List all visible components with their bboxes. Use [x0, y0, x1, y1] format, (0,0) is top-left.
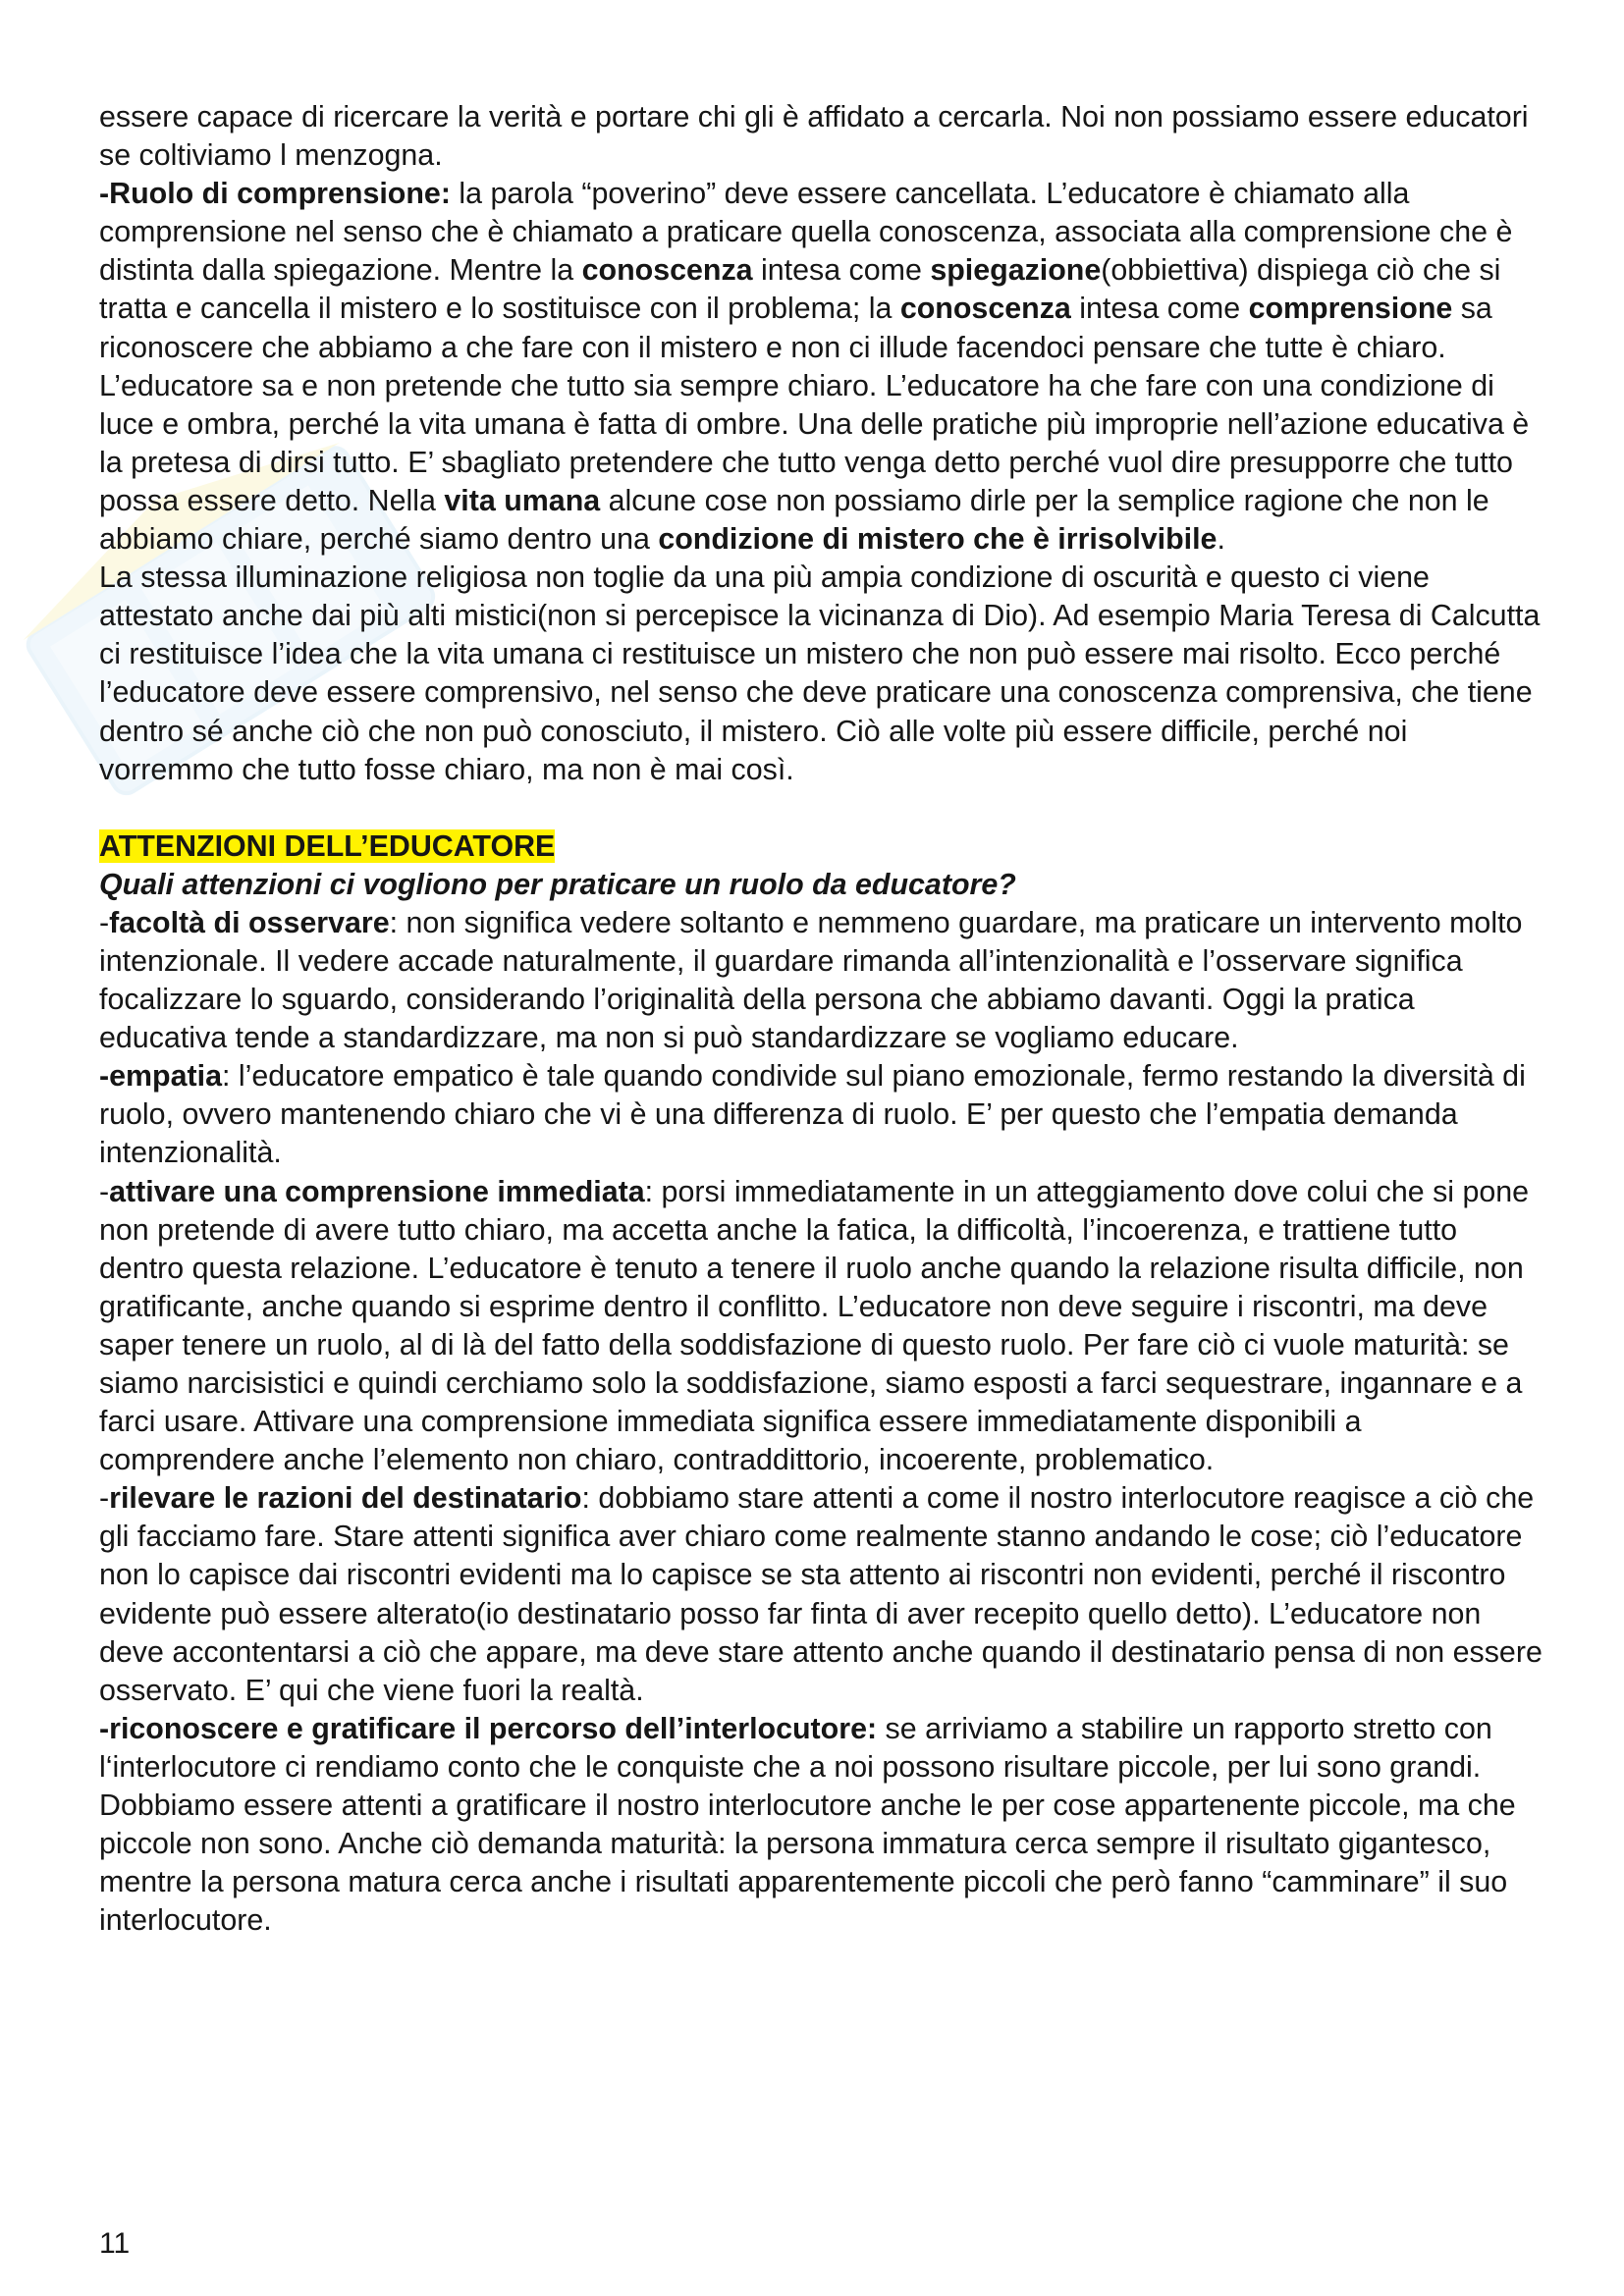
document-body: [99, 98, 1543, 1940]
bold-text-run: vita umana: [444, 483, 601, 517]
bold-text-run: comprensione: [1248, 292, 1453, 326]
text-run: .: [1217, 522, 1225, 557]
section-question: Quali attenzioni ci vogliono per praticare un ruolo da educatore?: [99, 867, 1016, 901]
bold-text-run: -empatia: [99, 1059, 222, 1094]
text-run: essere capace di ricercare la verità e portare chi gli è affidato a cercarla. Noi non possiamo essere educatori se coltiviamo l menzogna.: [99, 100, 1529, 173]
paragraph-spacer: [99, 789, 1543, 828]
bold-text-run: conoscenza: [581, 253, 753, 288]
page-number: 11: [99, 2227, 131, 2260]
text-run: se arriviamo a stabilire un rapporto stretto con l‘interlocutore ci rendiamo conto che le conquiste che a noi possono risultare piccole, per lui sono grandi. Dobbiamo essere attenti a gratificare il nostro interlocutore anche le per cose appartenente piccole, ma che piccole non sono. Anche ciò demanda maturità: la persona immatura cerca sempre il risultato gigantesco, mentre la persona matura cerca anche i risultati apparentemente piccoli che però fanno “camminare” il suo interlocutore.: [99, 1711, 1516, 1938]
text-run: : l’educatore empatico è tale quando condivide sul piano emozionale, fermo restando la diversità di ruolo, ovvero mantenendo chiaro che vi è una differenza di ruolo. E’ per questo che l’empatia demanda intenzionalità.: [99, 1059, 1526, 1170]
paragraph-razioni-destinatario: [99, 1479, 1543, 1710]
text-run: : porsi immediatamente in un atteggiamento dove colui che si pone non pretende di avere tutto chiaro, ma accetta anche la fatica, la difficoltà, l’incoerenza, e trattiene tutto dentro questa relazione. L’educatore è tenuto a tenere il ruolo anche quando la relazione risulta difficile, non gratificante, anche quando si esprime dentro il conflitto. L’educatore non deve seguire i riscontri, ma deve saper tenere un ruolo, al di là del fatto della soddisfazione di questo ruolo. Per fare ciò ci vuole maturità: se siamo narcisistici e quindi cerchiamo solo la soddisfazione, siamo esposti a farci sequestrare, ingannare e a farci usare. Attivare una comprensione immediata significa essere immediatamente disponibili a comprendere anche l’elemento non chiaro, contraddittorio, incoerente, problematico.: [99, 1174, 1530, 1477]
text-run: sa riconoscere che abbiamo a che fare con il mistero e non ci illude facendoci pensare che tutte è chiaro.: [99, 292, 1492, 364]
paragraph-gratificare: [99, 1710, 1543, 1941]
heading-highlight: ATTENZIONI DELL’EDUCATORE: [99, 828, 556, 863]
text-run: -: [99, 1174, 110, 1208]
text-run: : non significa vedere soltanto e nemmeno guardare, ma praticare un intervento molto intenzionale. Il vedere accade naturalmente, il guardare rimanda all’intenzionalità e l’osservare significa focalizzare lo sguardo, considerando l’originalità della persona che abbiamo davanti. Oggi la pratica educativa tende a standardizzare, ma non si può standardizzare se vogliamo educare.: [99, 905, 1523, 1055]
text-run: : dobbiamo stare attenti a come il nostro interlocutore reagisce a ciò che gli facciamo fare. Stare attenti significa aver chiaro come realmente stanno andando le cose; ciò l’educatore non lo capisce dai riscontri evidenti ma lo capisce se sta attento ai riscontri non evidenti, perché il riscontro evidente può essere alterato(io destinatario posso far finta di aver recepito quello detto). L’educatore non deve accontentarsi a ciò che appare, ma deve stare attento anche quando il destinatario pensa di non essere osservato. E’ qui che viene fuori la realtà.: [99, 1481, 1543, 1707]
paragraph-empatia: [99, 1057, 1543, 1172]
bold-text-run: -Ruolo di comprensione:: [99, 177, 451, 211]
text-run: alcune cose non possiamo dirle per la semplice ragione che non le abbiamo chiare, perché siamo dentro una: [99, 483, 1489, 557]
text-run: (obbiettiva) dispiega ciò che si tratta e cancella il mistero e lo sostituisce con il problema; la: [99, 253, 1501, 326]
bold-text-run: facoltà di osservare: [109, 905, 390, 939]
bold-text-run: condizione di mistero che è irrisolvibile: [658, 522, 1218, 557]
text-run: la parola “poverino” deve essere cancellata. L’educatore è chiamato alla comprensione nel senso che è chiamato a praticare quella conoscenza, associata alla comprensione che è distinta dalla spiegazione. Mentre la: [99, 177, 1513, 288]
text-run: intesa come: [1070, 292, 1249, 326]
paragraph-ruolo-comprensione: [99, 175, 1543, 366]
text-run: La stessa illuminazione religiosa non toglie da una più ampia condizione di oscurità e questo ci viene attestato anche dai più alti mistici(non si percepisce la vicinanza di Dio). Ad esempio Maria Teresa di Calcutta ci restituisce l’idea che la vita umana ci restituisce un mistero che non può essere mai risolto. Ecco perché l’educatore deve essere comprensivo, nel senso che deve praticare una conoscenza comprensiva, che tiene dentro sé anche ciò che non può conosciuto, il mistero. Ciò alle volte più essere difficile, perché noi vorremmo che tutto fosse chiaro, ma non è mai così.: [99, 561, 1541, 786]
paragraph-luce-ombra: [99, 367, 1543, 559]
bold-text-run: spiegazione: [930, 253, 1102, 288]
paragraph-illuminazione: [99, 559, 1543, 789]
paragraph-comprensione-immediata: [99, 1173, 1543, 1480]
paragraph-osservare: [99, 904, 1543, 1057]
text-run: intesa come: [752, 253, 931, 288]
bold-text-run: attivare una comprensione immediata: [109, 1174, 645, 1208]
text-run: -: [99, 905, 110, 939]
bold-text-run: conoscenza: [899, 292, 1071, 326]
paragraph-verita: [99, 98, 1543, 175]
section-heading: [99, 828, 1543, 866]
bold-text-run: rilevare le razioni del destinatario: [109, 1481, 582, 1516]
text-run: L’educatore sa e non pretende che tutto sia sempre chiaro. L’educatore ha che fare con una condizione di luce e ombra, perché la vita umana è fatta di ombre. Una delle pratiche più improprie nell’azione educativa è la pretesa di dirsi tutto. E’ sbagliato pretendere che tutto venga detto perché vuol dire presupporre che tutto possa essere detto. Nella: [99, 368, 1530, 517]
bold-text-run: -riconoscere e gratificare il percorso dell’interlocutore:: [99, 1711, 878, 1745]
text-run: -: [99, 1481, 110, 1516]
